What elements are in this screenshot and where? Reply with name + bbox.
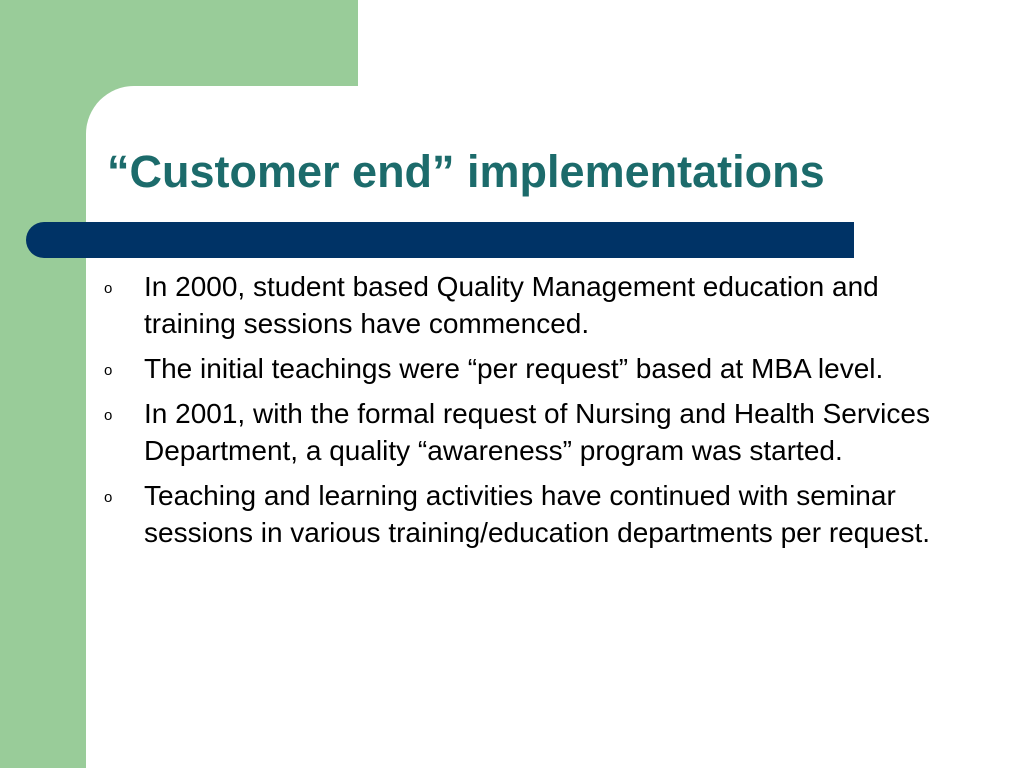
- bullet-item: [100, 477, 960, 551]
- bullet-text: Teaching and learning activities have continued with seminar sessions in various training/education departments per request.: [144, 480, 930, 548]
- bullet-marker-icon: o: [104, 280, 113, 297]
- slide-title: “Customer end” implementations: [107, 146, 825, 197]
- bullet-item: [100, 395, 960, 469]
- bullet-item: [100, 350, 960, 387]
- title-underline-bar: [26, 222, 854, 258]
- bullet-list: [100, 268, 960, 559]
- bullet-text: In 2001, with the formal request of Nursing and Health Services Department, a quality “awareness” program was started.: [144, 398, 930, 466]
- bullet-item: [100, 268, 960, 342]
- bullet-marker-icon: o: [104, 489, 113, 506]
- bullet-text: In 2000, student based Quality Management education and training sessions have commenced.: [144, 271, 879, 339]
- bullet-marker-icon: o: [104, 362, 113, 379]
- bullet-marker-icon: o: [104, 407, 113, 424]
- bullet-text: The initial teachings were “per request” based at MBA level.: [144, 353, 884, 384]
